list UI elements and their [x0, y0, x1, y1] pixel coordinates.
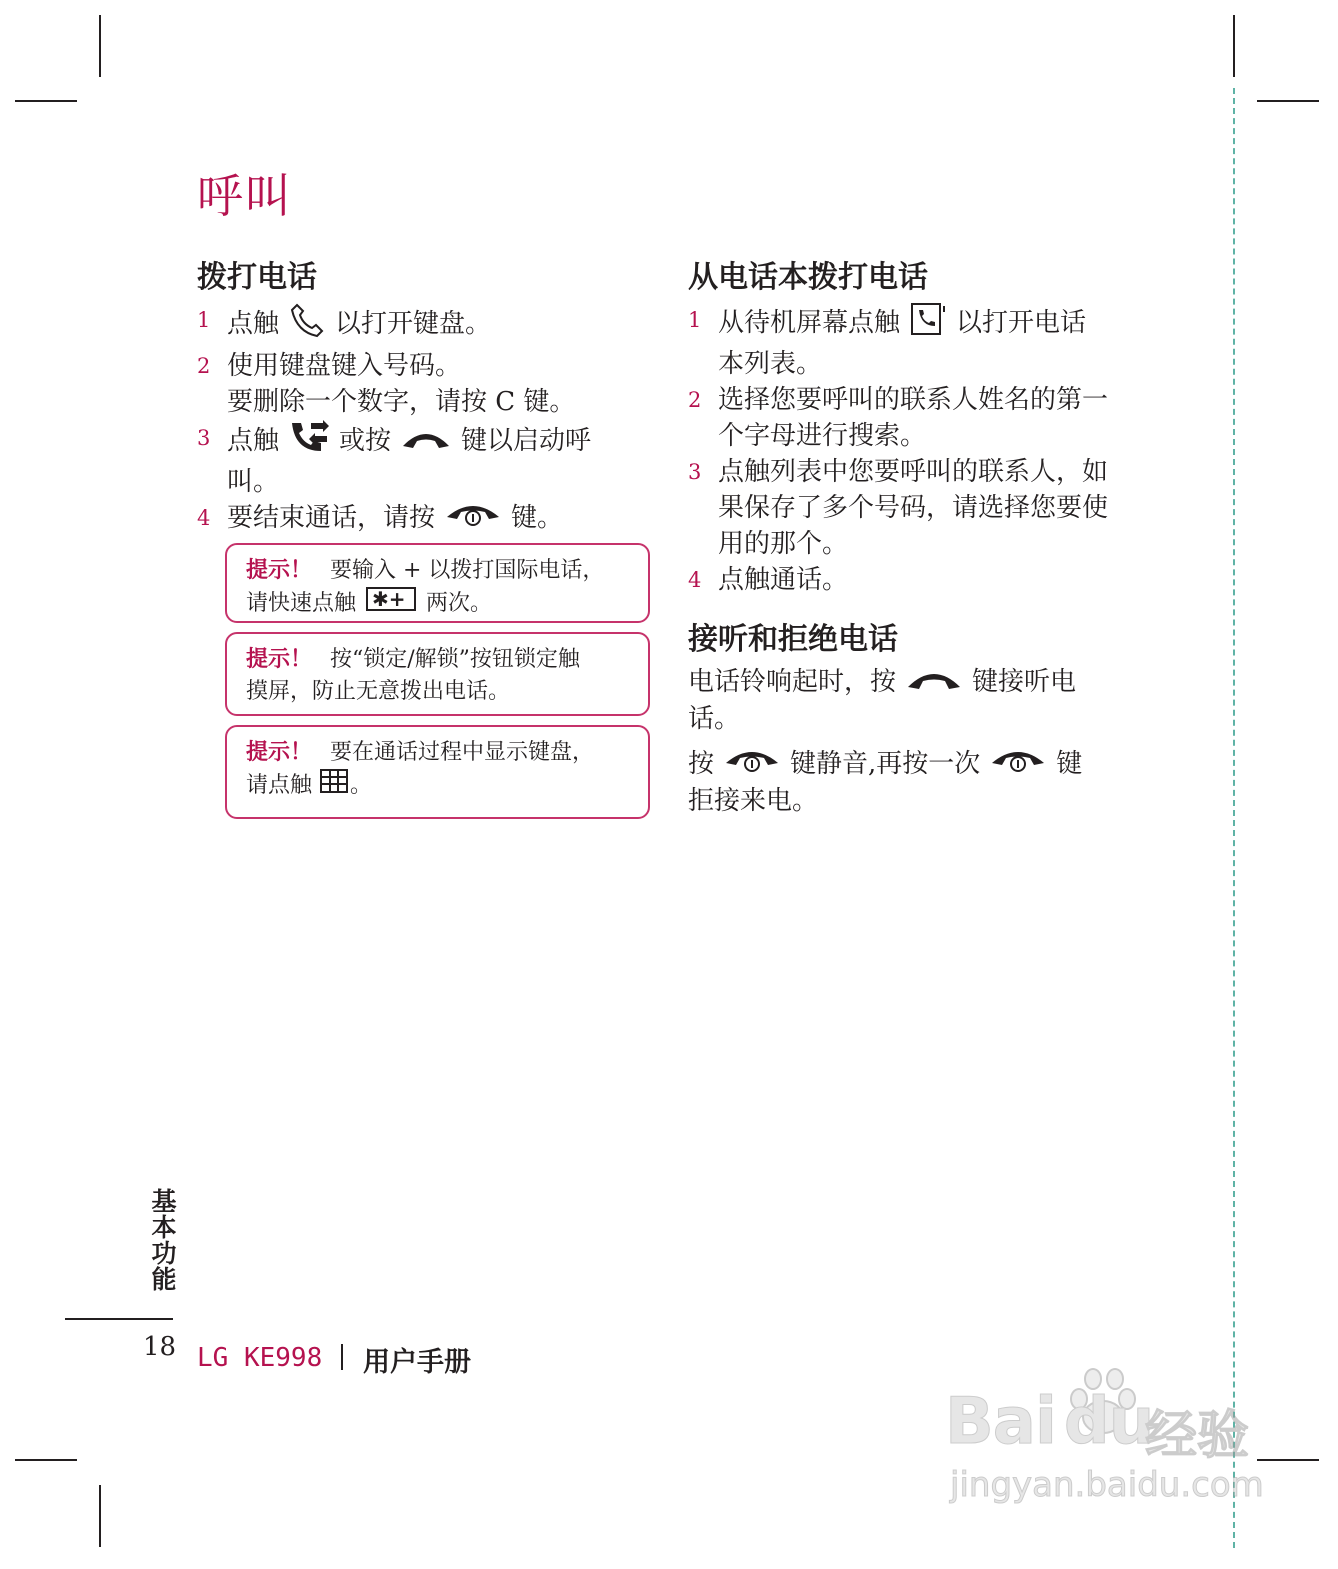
- phone-outline-icon[interactable]: [289, 302, 325, 348]
- phonebook-steps: [688, 302, 1148, 598]
- baidu-watermark: Bai du 经验 jingyan.baidu.com: [945, 1365, 1265, 1515]
- list-item: 1 点触 以打开键盘。: [197, 302, 647, 348]
- section-side-label: 基本功能: [148, 1188, 177, 1292]
- end-key-icon[interactable]: [724, 747, 780, 783]
- page-number: 18: [143, 1332, 177, 1362]
- tip-box: 提示！ 按“锁定/解锁”按钮锁定触 摸屏，防止无意拨出电话。: [225, 632, 650, 716]
- send-key-icon[interactable]: [906, 665, 962, 701]
- crop-mark: [99, 1485, 101, 1547]
- fold-line: [1233, 88, 1235, 1548]
- answer-paragraph: 电话铃响起时，按 键接听电 话。: [688, 667, 1077, 734]
- section-heading-dial: 拨打电话: [197, 260, 317, 295]
- send-key-icon[interactable]: [401, 424, 451, 460]
- crop-mark: [99, 15, 101, 77]
- crop-mark: [15, 1459, 77, 1461]
- star-plus-key-icon[interactable]: [366, 587, 416, 621]
- footer-separator: [341, 1344, 343, 1370]
- crop-mark: [1233, 15, 1235, 77]
- page-title: 呼叫: [197, 169, 293, 223]
- end-key-icon[interactable]: [990, 747, 1046, 783]
- manual-title: 用户手册: [363, 1347, 471, 1378]
- phonebook-icon[interactable]: [910, 302, 946, 346]
- footer-rule: [65, 1318, 173, 1320]
- call-arrows-icon[interactable]: [289, 420, 329, 464]
- tip-box: 提示！ 要输入 + 以拨打国际电话， 请快速点触 ✱+ 两次。: [225, 543, 650, 623]
- dial-steps: [197, 302, 647, 537]
- list-item: 4 要结束通话，请按 键。: [197, 500, 647, 537]
- list-item: 2 选择您要呼叫的联系人姓名的第一 个字母进行搜索。: [688, 385, 1109, 451]
- list-item: 3 点触 或按 键以启动呼 叫。: [197, 420, 647, 500]
- svg-text:✱+: ✱+: [372, 587, 406, 611]
- tip-box: 提示！ 要在通话过程中显示键盘， 请点触 。: [225, 725, 650, 819]
- list-item: 3 点触列表中您要呼叫的联系人，如 果保存了多个号码，请选择您要使 用的那个。: [688, 457, 1109, 559]
- list-item: 2 使用键盘键入号码。 要删除一个数字，请按 C 键。: [197, 351, 576, 417]
- end-key-icon[interactable]: [445, 501, 501, 537]
- section-heading-answer: 接听和拒绝电话: [688, 622, 898, 657]
- section-heading-phonebook: 从电话本拨打电话: [688, 260, 928, 295]
- list-item: 4 点触通话。: [688, 565, 849, 595]
- model-name: LG KE998: [197, 1343, 323, 1373]
- list-item: 1 从待机屏幕点触 以打开电话 本列表。: [688, 302, 1148, 382]
- keypad-grid-icon[interactable]: [320, 769, 348, 803]
- reject-paragraph: 按 键静音,再按一次 键 拒接来电。: [688, 749, 1083, 816]
- crop-mark: [15, 100, 77, 102]
- crop-mark: [1257, 100, 1319, 102]
- crop-mark: [1257, 1459, 1319, 1461]
